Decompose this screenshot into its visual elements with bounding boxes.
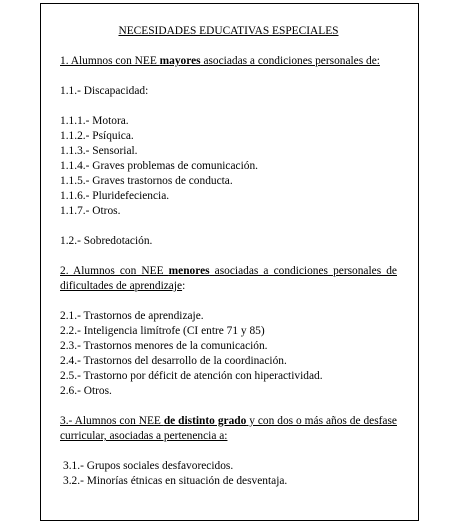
section-2-heading-tail: : <box>182 280 186 292</box>
section-3-heading <box>60 414 397 444</box>
list-item: 1.1.1.- Motora. <box>60 115 129 127</box>
section-3-heading-pre: 3.- Alumnos con NEE <box>60 415 164 427</box>
list-item: 2.3.- Trastornos menores de la comunicación. <box>60 340 268 352</box>
list-item: 2.4.- Trastornos del desarrollo de la coordinación. <box>60 355 287 367</box>
section-1-heading-emphasis: mayores <box>159 55 201 67</box>
section-2-heading-emphasis: menores <box>168 265 210 277</box>
list-item: 2.2.- Inteligencia limítrofe (CI entre 71 y 85) <box>60 325 265 337</box>
section-3-heading-post: y con dos o más años de desfase curricular, asociadas a pertenencia a: <box>60 415 397 442</box>
list-item: 1.1.4.- Graves problemas de comunicación. <box>60 160 259 172</box>
section-2-heading <box>60 264 397 294</box>
list-item: 2.5.- Trastorno por déficit de atención con hiperactividad. <box>60 370 323 382</box>
section-2-heading-pre: 2. Alumnos con NEE <box>60 265 169 277</box>
section-1-heading-pre: 1. Alumnos con NEE <box>60 55 160 67</box>
section-1-subheading-giftedness: 1.2.- Sobredotación. <box>60 235 153 247</box>
section-1-subheading-disability: 1.1.- Discapacidad: <box>60 85 149 97</box>
list-item: 1.1.3.- Sensorial. <box>60 145 138 157</box>
section-2-heading-post: asociadas a condiciones personales de dificultades de aprendizaje <box>60 265 397 292</box>
list-item: 3.1.- Grupos sociales desfavorecidos. <box>63 460 234 472</box>
section-1-heading <box>60 54 397 69</box>
list-item: 2.1.- Trastornos de aprendizaje. <box>60 310 204 322</box>
document-title: NECESIDADES EDUCATIVAS ESPECIALES <box>118 25 339 37</box>
list-item: 3.2.- Minorías étnicas en situación de desventaja. <box>63 475 288 487</box>
list-item: 1.1.2.- Psíquica. <box>60 130 134 142</box>
list-item: 1.1.5.- Graves trastornos de conducta. <box>60 175 233 187</box>
section-1-heading-post: asociadas a condiciones personales de: <box>200 55 380 67</box>
list-item: 2.6.- Otros. <box>60 385 112 397</box>
list-item: 1.1.7.- Otros. <box>60 205 121 217</box>
list-item: 1.1.6.- Pluridefeciencia. <box>60 190 170 202</box>
section-3-heading-emphasis: de distinto grado <box>163 415 247 427</box>
document-body <box>60 24 397 489</box>
